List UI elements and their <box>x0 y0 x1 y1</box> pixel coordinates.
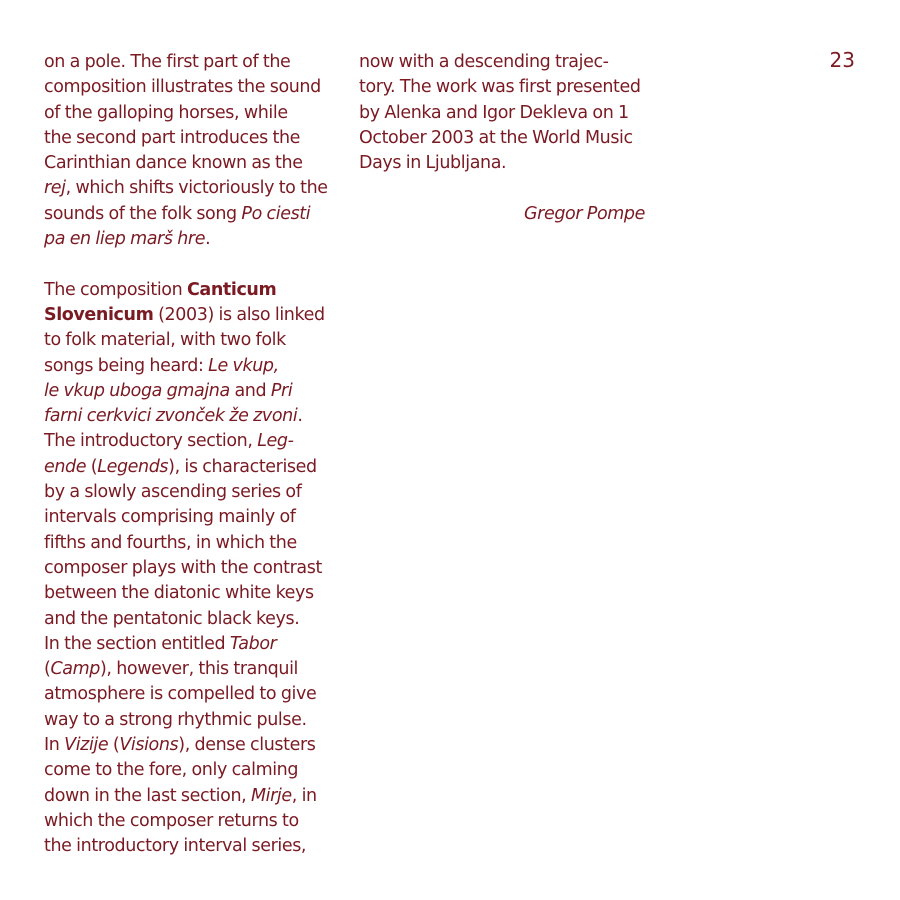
text-run: and the pentatonic black keys. <box>44 608 300 629</box>
text-line <box>44 50 334 75</box>
text-line <box>44 101 334 126</box>
text-line <box>44 126 334 151</box>
text-run: by a slowly ascending series of <box>44 482 302 503</box>
paragraph <box>44 278 334 860</box>
text-line <box>44 75 334 100</box>
text-line <box>44 556 334 581</box>
text-run: which the composer returns to <box>44 810 299 831</box>
text-line <box>44 328 334 353</box>
italic-text: Visions <box>119 735 179 756</box>
italic-text: Vizije <box>64 735 109 756</box>
text-run: way to a strong rhythmic pulse. <box>44 709 307 730</box>
text-line <box>44 227 334 252</box>
text-run: come to the fore, only calming <box>44 760 299 781</box>
text-line <box>359 151 649 176</box>
text-line <box>44 581 334 606</box>
text-run: ), dense clusters <box>178 735 316 756</box>
author-signature: Gregor Pompe <box>524 203 645 224</box>
italic-text: Camp <box>50 659 100 680</box>
text-line <box>44 404 334 429</box>
text-run: . <box>297 406 303 427</box>
text-run: The composition <box>44 279 187 300</box>
text-line <box>44 480 334 505</box>
text-line <box>359 101 649 126</box>
italic-text: Pri <box>270 380 293 401</box>
text-run: ( <box>44 659 51 680</box>
text-run: . <box>205 229 211 250</box>
paragraph <box>359 50 649 176</box>
italic-text: Mirje <box>250 785 292 806</box>
text-line <box>44 505 334 530</box>
text-run: composer plays with the contrast <box>44 557 322 578</box>
italic-text: rej <box>44 178 66 199</box>
text-run: by Alenka and Igor Dekleva on 1 <box>359 102 629 123</box>
bold-title: Slovenicum <box>44 304 154 325</box>
text-run: songs being heard: <box>44 355 209 376</box>
text-line <box>44 708 334 733</box>
text-run: fifths and fourths, in which the <box>44 532 297 553</box>
text-line <box>44 278 334 303</box>
text-run: atmosphere is compelled to give <box>44 684 317 705</box>
text-run: intervals comprising mainly of <box>44 507 296 528</box>
italic-text: Tabor <box>229 633 277 654</box>
italic-text: Po ciesti <box>241 203 311 224</box>
text-line <box>44 303 334 328</box>
text-run: , in <box>291 785 317 806</box>
text-line <box>44 632 334 657</box>
text-line <box>359 50 649 75</box>
text-run: between the diatonic white keys <box>44 583 314 604</box>
text-run: the introductory interval series, <box>44 836 307 857</box>
text-run: the second part introduces the <box>44 127 301 148</box>
text-line <box>44 379 334 404</box>
text-run: ), however, this tranquil <box>99 659 299 680</box>
text-line <box>359 75 649 100</box>
italic-text: ende <box>44 456 87 477</box>
text-line <box>44 151 334 176</box>
text-run: on a pole. The first part of the <box>44 52 291 72</box>
text-run: , which shifts victoriously to the <box>65 178 328 199</box>
text-run: of the galloping horses, while <box>44 102 288 123</box>
text-line <box>44 202 334 227</box>
text-run: and <box>229 380 271 401</box>
italic-text: farni cerkvici zvonček že zvoni <box>44 406 298 427</box>
text-line <box>44 429 334 454</box>
text-run: The introductory section, <box>44 431 258 452</box>
text-line <box>44 455 334 480</box>
italic-text: Leg- <box>257 431 294 452</box>
text-line <box>44 733 334 758</box>
text-line <box>44 809 334 834</box>
text-run: In the section entitled <box>44 633 230 654</box>
text-line <box>44 784 334 809</box>
text-run: down in the last section, <box>44 785 251 806</box>
italic-text: Le vkup, <box>208 355 279 376</box>
text-run: ( <box>86 456 98 477</box>
text-run: now with a descending trajec- <box>359 52 609 72</box>
italic-text: le vkup uboga gmajna <box>44 380 230 401</box>
text-line <box>359 126 649 151</box>
italic-text: pa en liep marš hre <box>44 229 206 250</box>
text-line <box>44 176 334 201</box>
text-run: October 2003 at the World Music <box>359 127 633 148</box>
text-line <box>44 607 334 632</box>
text-line <box>44 682 334 707</box>
text-run: In <box>44 735 65 756</box>
text-line <box>44 531 334 556</box>
bold-title: Canticum <box>186 279 277 300</box>
text-run: composition illustrates the sound <box>44 77 321 98</box>
page-number: 23 <box>829 48 855 72</box>
text-line <box>44 834 334 859</box>
text-line <box>44 657 334 682</box>
right-column <box>359 50 649 227</box>
text-run: Carinthian dance known as the <box>44 153 303 174</box>
text-line <box>44 758 334 783</box>
text-run: ), is characterised <box>168 456 317 477</box>
text-run: sounds of the folk song <box>44 203 242 224</box>
paragraph-gap <box>44 252 334 277</box>
text-line <box>44 354 334 379</box>
left-column <box>44 50 334 860</box>
paragraph <box>44 50 334 252</box>
text-run: ( <box>108 735 120 756</box>
text-run: tory. The work was first presented <box>359 77 641 98</box>
text-run: Days in Ljubljana. <box>359 153 507 174</box>
italic-text: Legends <box>97 456 169 477</box>
text-run: (2003) is also linked <box>153 304 325 325</box>
text-run: to folk material, with two folk <box>44 330 286 351</box>
